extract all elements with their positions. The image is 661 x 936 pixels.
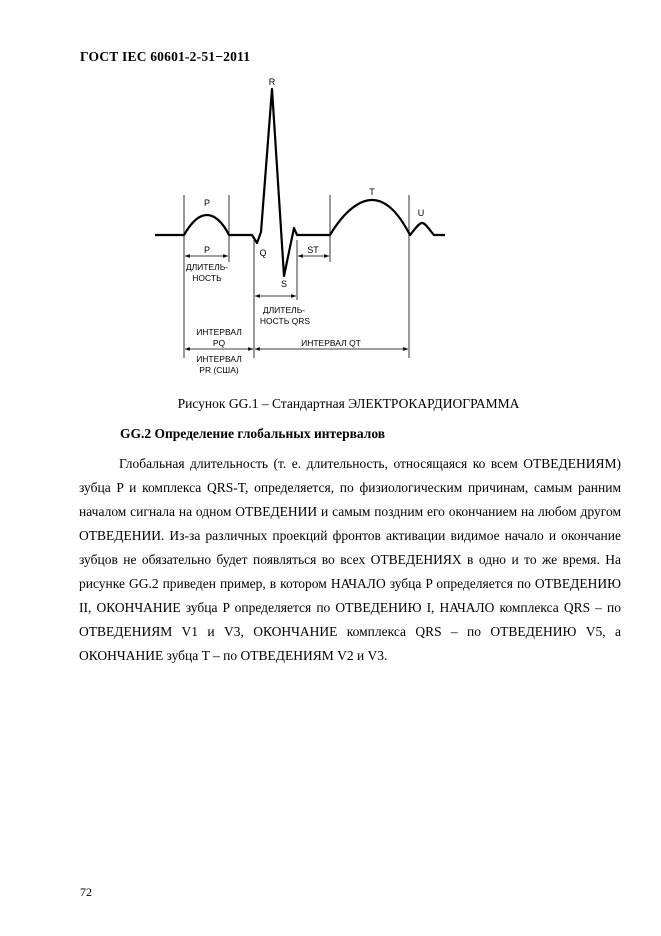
label-pr-interval-line1: ИНТЕРВАЛ [196, 354, 242, 364]
label-qt-interval: ИНТЕРВАЛ QT [301, 338, 361, 348]
label-st: ST [307, 245, 319, 255]
label-p-duration-line1: ДЛИТЕЛЬ- [185, 262, 229, 272]
page-number: 72 [80, 885, 92, 899]
label-pq-interval-line1: ИНТЕРВАЛ [196, 327, 242, 337]
ecg-figure [150, 72, 450, 387]
label-p-duration-line2: НОСТЬ [192, 273, 222, 283]
label-pq-interval-line2: PQ [212, 338, 226, 348]
figure-caption: Рисунок GG.1 – Стандартная ЭЛЕКТРОКАРДИОГРАММА [177, 396, 520, 411]
label-qrs-duration-line1: ДЛИТЕЛЬ- [262, 305, 306, 315]
section-heading: GG.2 Определение глобальных интервалов [120, 426, 386, 441]
ecg-waveform [155, 89, 445, 276]
label-q: Q [259, 248, 267, 258]
document-header: ГОСТ IEC 60601-2-51−2011 [80, 49, 251, 64]
label-r: R [268, 77, 276, 87]
label-p: P [203, 198, 211, 208]
label-u: U [417, 208, 425, 218]
label-pr-interval-line2: PR (США) [199, 365, 239, 375]
label-p-duration: P [203, 245, 211, 255]
body-paragraph: Глобальная длительность (т. е. длительность, относящаяся ко всем ОТВЕДЕНИЯМ) зубца P и комплекса QRS-T, определяется, по физиологическим причинам, самым ранним началом сигнала на одном ОТВЕДЕНИИ и самым поздним его окончанием на любом другом ОТВЕДЕНИИ. Из-за различных проекций фронтов активации видимое начало и окончание зубцов не обязательно будет появляться во всех ОТВЕДЕНИЯХ в одно и то же время. На рисунке GG.2 приведен пример, в котором НАЧАЛО зубца P определяется по ОТВЕДЕНИЮ II, ОКОНЧАНИЕ зубца P определяется по ОТВЕДЕНИЮ I, НАЧАЛО комплекса QRS – по ОТВЕДЕНИЯМ V1 и V3, ОКОНЧАНИЕ комплекса QRS – по ОТВЕДЕНИЮ V5, а ОКОНЧАНИЕ зубца T – по ОТВЕДЕНИЯМ V2 и V3. [79, 456, 621, 663]
label-s: S [280, 279, 288, 289]
label-qrs-duration-line2: НОСТЬ QRS [259, 316, 311, 326]
label-t: T [369, 187, 375, 197]
